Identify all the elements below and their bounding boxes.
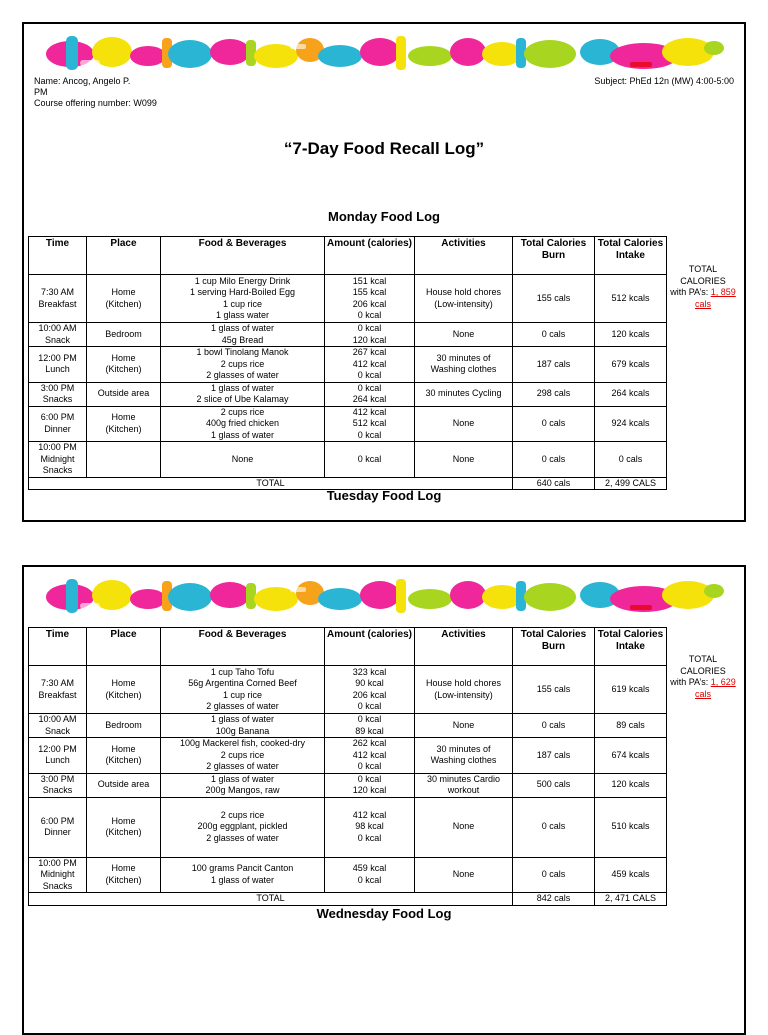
cell-time: 3:00 PM Snacks bbox=[29, 382, 87, 406]
table-row bbox=[29, 347, 667, 383]
cell-calories-intake: 459 kcals bbox=[595, 857, 667, 893]
cell-place: Outside area bbox=[87, 773, 161, 797]
table-row bbox=[29, 275, 667, 323]
table-row bbox=[29, 714, 667, 738]
wednesday-log-title: Wednesday Food Log bbox=[316, 906, 452, 921]
col-header-food: Food & Beverages bbox=[161, 237, 325, 275]
cell-amount: 0 kcal 89 kcal bbox=[325, 714, 415, 738]
cell-food: 1 glass of water 200g Mangos, raw bbox=[161, 773, 325, 797]
col-header-calories-intake: Total Calories Intake bbox=[595, 628, 667, 666]
cell-amount: 0 kcal 120 kcal bbox=[325, 773, 415, 797]
cell-activity: 30 minutes of Washing clothes bbox=[415, 347, 513, 383]
col-header-time: Time bbox=[29, 237, 87, 275]
total-label: TOTAL bbox=[29, 893, 513, 906]
cell-time: 3:00 PM Snacks bbox=[29, 773, 87, 797]
cell-amount: 0 kcal 120 kcal bbox=[325, 323, 415, 347]
cell-place: Bedroom bbox=[87, 714, 161, 738]
cell-calories-intake: 510 kcals bbox=[595, 797, 667, 857]
cell-activity: 30 minutes of Washing clothes bbox=[415, 738, 513, 774]
cell-activity: None bbox=[415, 714, 513, 738]
col-header-activities: Activities bbox=[415, 237, 513, 275]
cell-place: Home (Kitchen) bbox=[87, 797, 161, 857]
cell-activity: House hold chores (Low-intensity) bbox=[415, 275, 513, 323]
cell-food: 100 grams Pancit Canton 1 glass of water bbox=[161, 857, 325, 893]
cell-calories-burn: 0 cals bbox=[513, 857, 595, 893]
cell-time: 10:00 AM Snack bbox=[29, 714, 87, 738]
cell-amount: 323 kcal 90 kcal 206 kcal 0 kcal bbox=[325, 666, 415, 714]
decorative-banner bbox=[40, 30, 732, 80]
cell-calories-burn: 155 cals bbox=[513, 275, 595, 323]
cell-calories-burn: 500 cals bbox=[513, 773, 595, 797]
cell-amount: 267 kcal 412 kcal 0 kcal bbox=[325, 347, 415, 383]
cell-amount: 459 kcal 0 kcal bbox=[325, 857, 415, 893]
table-row bbox=[29, 442, 667, 478]
cell-activity: None bbox=[415, 797, 513, 857]
cell-calories-intake: 0 cals bbox=[595, 442, 667, 478]
table-row bbox=[29, 323, 667, 347]
cell-food: 100g Mackerel fish, cooked-dry 2 cups rice 2 glasses of water bbox=[161, 738, 325, 774]
cell-place bbox=[87, 442, 161, 478]
cell-food: 1 bowl Tinolang Manok 2 cups rice 2 glasses of water bbox=[161, 347, 325, 383]
cell-calories-burn: 0 cals bbox=[513, 797, 595, 857]
cell-calories-burn: 187 cals bbox=[513, 738, 595, 774]
cell-food: 1 glass of water 100g Banana bbox=[161, 714, 325, 738]
table-row bbox=[29, 857, 667, 893]
cell-calories-intake: 924 kcals bbox=[595, 406, 667, 442]
cell-calories-burn: 298 cals bbox=[513, 382, 595, 406]
cell-time: 10:00 PM Midnight Snacks bbox=[29, 857, 87, 893]
cell-calories-intake: 679 kcals bbox=[595, 347, 667, 383]
decorative-banner bbox=[40, 573, 732, 623]
total-calories-burn: 842 cals bbox=[513, 893, 595, 906]
cell-food: None bbox=[161, 442, 325, 478]
cell-activity: House hold chores (Low-intensity) bbox=[415, 666, 513, 714]
cell-activity: 30 minutes Cardio workout bbox=[415, 773, 513, 797]
table-header-row bbox=[29, 628, 667, 666]
cell-calories-intake: 264 kcals bbox=[595, 382, 667, 406]
cell-food: 1 glass of water 45g Bread bbox=[161, 323, 325, 347]
col-header-amount: Amount (calories) bbox=[325, 628, 415, 666]
monday-food-log-table bbox=[28, 236, 667, 490]
cell-place: Home (Kitchen) bbox=[87, 738, 161, 774]
cell-calories-intake: 674 kcals bbox=[595, 738, 667, 774]
cell-time: 12:00 PM Lunch bbox=[29, 738, 87, 774]
tuesday-total-calories-note bbox=[670, 654, 736, 700]
total-calories-intake: 2, 471 CALS bbox=[595, 893, 667, 906]
cell-activity: 30 minutes Cycling bbox=[415, 382, 513, 406]
cell-calories-burn: 0 cals bbox=[513, 323, 595, 347]
cell-time: 6:00 PM Dinner bbox=[29, 406, 87, 442]
total-calories-burn: 640 cals bbox=[513, 477, 595, 490]
col-header-calories-burn: Total Calories Burn bbox=[513, 237, 595, 275]
cell-amount: 412 kcal 98 kcal 0 kcal bbox=[325, 797, 415, 857]
col-header-time: Time bbox=[29, 628, 87, 666]
table-row bbox=[29, 666, 667, 714]
total-calories-intake: 2, 499 CALS bbox=[595, 477, 667, 490]
cell-calories-burn: 155 cals bbox=[513, 666, 595, 714]
cell-time: 7:30 AM Breakfast bbox=[29, 666, 87, 714]
total-label: TOTAL bbox=[29, 477, 513, 490]
col-header-calories-intake: Total Calories Intake bbox=[595, 237, 667, 275]
cell-calories-intake: 89 cals bbox=[595, 714, 667, 738]
tuesday-food-log-table bbox=[28, 627, 667, 906]
cell-place: Home (Kitchen) bbox=[87, 857, 161, 893]
cell-food: 1 glass of water 2 slice of Ube Kalamay bbox=[161, 382, 325, 406]
table-row bbox=[29, 773, 667, 797]
cell-calories-intake: 512 kcals bbox=[595, 275, 667, 323]
document-page-1 bbox=[22, 22, 746, 522]
cell-calories-burn: 0 cals bbox=[513, 442, 595, 478]
cell-food: 1 cup Taho Tofu 56g Argentina Corned Beef 1 cup rice 2 glasses of water bbox=[161, 666, 325, 714]
col-header-place: Place bbox=[87, 628, 161, 666]
document-page-2 bbox=[22, 565, 746, 1035]
col-header-calories-burn: Total Calories Burn bbox=[513, 628, 595, 666]
monday-side-text: TOTAL CALORIES with PA’s: bbox=[670, 264, 726, 297]
cell-calories-burn: 187 cals bbox=[513, 347, 595, 383]
cell-amount: 412 kcal 512 kcal 0 kcal bbox=[325, 406, 415, 442]
cell-calories-intake: 120 kcals bbox=[595, 773, 667, 797]
tuesday-side-text: TOTAL CALORIES with PA’s: bbox=[670, 654, 726, 687]
cell-calories-burn: 0 cals bbox=[513, 406, 595, 442]
col-header-food: Food & Beverages bbox=[161, 628, 325, 666]
cell-place: Home (Kitchen) bbox=[87, 406, 161, 442]
monday-total-calories-note bbox=[670, 264, 736, 310]
cell-time: 7:30 AM Breakfast bbox=[29, 275, 87, 323]
table-row bbox=[29, 797, 667, 857]
cell-time: 6:00 PM Dinner bbox=[29, 797, 87, 857]
cell-place: Bedroom bbox=[87, 323, 161, 347]
cell-time: 12:00 PM Lunch bbox=[29, 347, 87, 383]
col-header-amount: Amount (calories) bbox=[325, 237, 415, 275]
student-name-continued: PM bbox=[34, 87, 48, 97]
table-header-row bbox=[29, 237, 667, 275]
tuesday-log-title: Tuesday Food Log bbox=[326, 488, 442, 503]
cell-activity: None bbox=[415, 323, 513, 347]
cell-activity: None bbox=[415, 442, 513, 478]
monday-side-value: 1, 859 cals bbox=[694, 287, 736, 309]
table-row bbox=[29, 406, 667, 442]
cell-amount: 262 kcal 412 kcal 0 kcal bbox=[325, 738, 415, 774]
cell-food: 2 cups rice 200g eggplant, pickled 2 glasses of water bbox=[161, 797, 325, 857]
cell-amount: 151 kcal 155 kcal 206 kcal 0 kcal bbox=[325, 275, 415, 323]
table-row bbox=[29, 738, 667, 774]
cell-calories-intake: 619 kcals bbox=[595, 666, 667, 714]
cell-place: Outside area bbox=[87, 382, 161, 406]
course-offering: Course offering number: W099 bbox=[34, 98, 157, 108]
cell-place: Home (Kitchen) bbox=[87, 666, 161, 714]
subject-info: Subject: PhEd 12n (MW) 4:00-5:00 bbox=[594, 76, 734, 86]
cell-activity: None bbox=[415, 857, 513, 893]
cell-place: Home (Kitchen) bbox=[87, 275, 161, 323]
cell-time: 10:00 AM Snack bbox=[29, 323, 87, 347]
cell-activity: None bbox=[415, 406, 513, 442]
cell-calories-intake: 120 kcals bbox=[595, 323, 667, 347]
tuesday-side-value: 1, 629 cals bbox=[694, 677, 736, 699]
col-header-activities: Activities bbox=[415, 628, 513, 666]
table-row bbox=[29, 382, 667, 406]
cell-place: Home (Kitchen) bbox=[87, 347, 161, 383]
total-row bbox=[29, 893, 667, 906]
cell-food: 2 cups rice 400g fried chicken 1 glass of water bbox=[161, 406, 325, 442]
student-name: Name: Ancog, Angelo P. bbox=[34, 76, 131, 86]
monday-log-title: Monday Food Log bbox=[328, 209, 440, 224]
col-header-place: Place bbox=[87, 237, 161, 275]
cell-time: 10:00 PM Midnight Snacks bbox=[29, 442, 87, 478]
cell-calories-burn: 0 cals bbox=[513, 714, 595, 738]
document-title: “7-Day Food Recall Log” bbox=[283, 139, 485, 158]
cell-amount: 0 kcal 264 kcal bbox=[325, 382, 415, 406]
cell-food: 1 cup Milo Energy Drink 1 serving Hard-Boiled Egg 1 cup rice 1 glass water bbox=[161, 275, 325, 323]
cell-amount: 0 kcal bbox=[325, 442, 415, 478]
